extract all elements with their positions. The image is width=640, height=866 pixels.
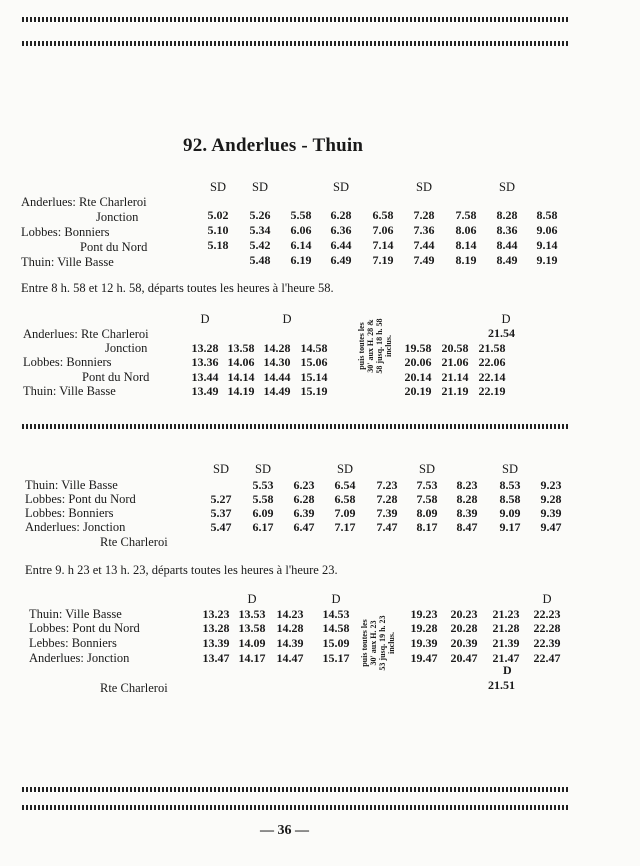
departure-time: 8.58 bbox=[536, 208, 558, 222]
departure-time: 7.09 bbox=[334, 506, 356, 520]
station-name: Pont du Nord bbox=[82, 370, 150, 384]
departure-time: 7.39 bbox=[376, 506, 398, 520]
departure-time: 7.14 bbox=[372, 238, 394, 252]
station-name: Thuin: Ville Basse bbox=[25, 478, 118, 492]
departure-time: 6.19 bbox=[290, 253, 312, 267]
column-header: D bbox=[247, 592, 257, 606]
note-2: Entre 9. h 23 et 13 h. 23, départs toutes les heures à l'heure 23. bbox=[25, 563, 338, 577]
departure-time: 5.53 bbox=[252, 478, 274, 492]
column-header: SD bbox=[252, 180, 268, 194]
departure-time: 21.06 bbox=[441, 355, 469, 369]
departure-time: 5.34 bbox=[249, 223, 271, 237]
departure-time: 7.19 bbox=[372, 253, 394, 267]
departure-time: 21.39 bbox=[492, 636, 520, 650]
departure-time: 8.28 bbox=[456, 492, 478, 506]
departure-time: 6.17 bbox=[252, 520, 274, 534]
departure-time: 13.47 bbox=[202, 651, 230, 665]
column-header: SD bbox=[416, 180, 432, 194]
station-name: Anderlues: Jonction bbox=[25, 520, 126, 534]
timetable-row bbox=[0, 621, 640, 637]
station-name: Anderlues: Jonction bbox=[29, 651, 130, 665]
departure-time: 7.17 bbox=[334, 520, 356, 534]
departure-time: 5.02 bbox=[207, 208, 229, 222]
departure-time: 15.09 bbox=[322, 636, 350, 650]
departure-time: 13.28 bbox=[202, 621, 230, 635]
timetable-row bbox=[0, 253, 640, 269]
departure-time: 13.44 bbox=[191, 370, 219, 384]
departure-time: 7.28 bbox=[413, 208, 435, 222]
departure-time: 15.14 bbox=[300, 370, 328, 384]
column-header: D bbox=[331, 592, 341, 606]
departure-time: 22.14 bbox=[478, 370, 506, 384]
departure-time: 7.58 bbox=[455, 208, 477, 222]
column-header: D bbox=[501, 312, 511, 326]
departure-time: 13.23 bbox=[202, 607, 230, 621]
departure-time: 20.14 bbox=[404, 370, 432, 384]
departure-time: 7.47 bbox=[376, 520, 398, 534]
departure-time: 14.49 bbox=[263, 384, 291, 398]
departure-time: 20.58 bbox=[441, 341, 469, 355]
departure-time: 14.09 bbox=[238, 636, 266, 650]
timetable-row bbox=[0, 651, 640, 667]
departure-time: 14.58 bbox=[322, 621, 350, 635]
departure-time: 20.47 bbox=[450, 651, 478, 665]
station-name: Lobbes: Bonniers bbox=[21, 225, 110, 239]
departure-time: 15.19 bbox=[300, 384, 328, 398]
departure-time: 14.28 bbox=[276, 621, 304, 635]
departure-time: 5.27 bbox=[210, 492, 232, 506]
timetable-row bbox=[0, 355, 640, 371]
departure-time: 6.36 bbox=[330, 223, 352, 237]
departure-time: 9.14 bbox=[536, 238, 558, 252]
departure-time: 6.58 bbox=[334, 492, 356, 506]
departure-time: 14.47 bbox=[276, 651, 304, 665]
departure-time: 8.58 bbox=[499, 492, 521, 506]
departure-time: 6.06 bbox=[290, 223, 312, 237]
station-name: Thuin: Ville Basse bbox=[23, 384, 116, 398]
departure-time: 14.17 bbox=[238, 651, 266, 665]
departure-time: 14.23 bbox=[276, 607, 304, 621]
departure-time: 20.39 bbox=[450, 636, 478, 650]
departure-time: 13.58 bbox=[227, 341, 255, 355]
column-header: SD bbox=[419, 462, 435, 476]
station-name: Anderlues: Rte Charleroi bbox=[23, 327, 149, 341]
departure-time: 13.53 bbox=[238, 607, 266, 621]
station-name: Thuin: Ville Basse bbox=[21, 255, 114, 269]
bottom-rule-1 bbox=[22, 787, 568, 792]
column-header: SD bbox=[210, 180, 226, 194]
middle-rule bbox=[22, 424, 568, 429]
departure-time: 7.44 bbox=[413, 238, 435, 252]
note-1: Entre 8 h. 58 et 12 h. 58, départs toutes les heures à l'heure 58. bbox=[21, 281, 334, 295]
vertical-note: puis toutes les 30' aux H. 28 & 58 jusq. 18 h. 58 inclus. bbox=[357, 318, 393, 374]
departure-time: 8.53 bbox=[499, 478, 521, 492]
column-header: SD bbox=[333, 180, 349, 194]
departure-time: 22.39 bbox=[533, 636, 561, 650]
departure-time: 8.36 bbox=[496, 223, 518, 237]
top-rule-2 bbox=[22, 41, 568, 46]
departure-time: 8.39 bbox=[456, 506, 478, 520]
departure-time: 8.14 bbox=[455, 238, 477, 252]
departure-time: 7.36 bbox=[413, 223, 435, 237]
departure-time: 5.58 bbox=[252, 492, 274, 506]
column-header: D bbox=[542, 592, 552, 606]
departure-time: 5.10 bbox=[207, 223, 229, 237]
extra-time: 21.54 bbox=[488, 326, 515, 340]
departure-time: 6.28 bbox=[293, 492, 315, 506]
departure-time: 9.19 bbox=[536, 253, 558, 267]
departure-time: 6.28 bbox=[330, 208, 352, 222]
station-name: Jonction bbox=[105, 341, 148, 355]
vertical-note: puis toutes les 30' aux H. 23 53 jusq. 19 h. 23 inclus. bbox=[360, 615, 396, 671]
departure-time: 8.06 bbox=[455, 223, 477, 237]
departure-time: 19.39 bbox=[410, 636, 438, 650]
departure-time: 14.19 bbox=[227, 384, 255, 398]
departure-time: 21.14 bbox=[441, 370, 469, 384]
column-header: SD bbox=[255, 462, 271, 476]
departure-time: 14.58 bbox=[300, 341, 328, 355]
departure-time: 8.23 bbox=[456, 478, 478, 492]
departure-time: 5.58 bbox=[290, 208, 312, 222]
departure-time: 20.23 bbox=[450, 607, 478, 621]
departure-time: 14.14 bbox=[227, 370, 255, 384]
departure-time: 5.47 bbox=[210, 520, 232, 534]
departure-time: 7.06 bbox=[372, 223, 394, 237]
departure-time: 9.06 bbox=[536, 223, 558, 237]
departure-time: 14.06 bbox=[227, 355, 255, 369]
departure-time: 5.42 bbox=[249, 238, 271, 252]
departure-time: 14.53 bbox=[322, 607, 350, 621]
departure-time: 8.28 bbox=[496, 208, 518, 222]
departure-time: 19.28 bbox=[410, 621, 438, 635]
departure-time: 6.09 bbox=[252, 506, 274, 520]
departure-time: 7.23 bbox=[376, 478, 398, 492]
departure-time: 22.23 bbox=[533, 607, 561, 621]
column-header: SD bbox=[499, 180, 515, 194]
departure-time: 8.17 bbox=[416, 520, 438, 534]
departure-time: 22.19 bbox=[478, 384, 506, 398]
departure-time: 9.47 bbox=[540, 520, 562, 534]
column-header: SD bbox=[502, 462, 518, 476]
departure-time: 14.30 bbox=[263, 355, 291, 369]
departure-time: 19.58 bbox=[404, 341, 432, 355]
departure-time: 5.18 bbox=[207, 238, 229, 252]
departure-time: 13.36 bbox=[191, 355, 219, 369]
extra-time: 21.51 bbox=[488, 678, 515, 692]
station-name: Lobbes: Pont du Nord bbox=[29, 621, 140, 635]
departure-time: 21.28 bbox=[492, 621, 520, 635]
departure-time: 7.53 bbox=[416, 478, 438, 492]
departure-time: 9.17 bbox=[499, 520, 521, 534]
extra-header: D bbox=[503, 663, 512, 677]
departure-time: 9.39 bbox=[540, 506, 562, 520]
departure-time: 19.23 bbox=[410, 607, 438, 621]
station-name: Lobbes: Bonniers bbox=[25, 506, 114, 520]
departure-time: 8.09 bbox=[416, 506, 438, 520]
departure-time: 8.49 bbox=[496, 253, 518, 267]
departure-time: 6.39 bbox=[293, 506, 315, 520]
departure-time: 20.19 bbox=[404, 384, 432, 398]
departure-time: 21.47 bbox=[492, 651, 520, 665]
departure-time: 13.39 bbox=[202, 636, 230, 650]
station-name: Lobbes: Bonniers bbox=[23, 355, 112, 369]
departure-time: 15.06 bbox=[300, 355, 328, 369]
bottom-rule-2 bbox=[22, 805, 568, 810]
departure-time: 21.23 bbox=[492, 607, 520, 621]
timetable-row bbox=[0, 384, 640, 400]
departure-time: 22.47 bbox=[533, 651, 561, 665]
departure-time: 6.14 bbox=[290, 238, 312, 252]
departure-time: 8.44 bbox=[496, 238, 518, 252]
departure-time: 14.44 bbox=[263, 370, 291, 384]
top-rule-1 bbox=[22, 17, 568, 22]
departure-time: 14.28 bbox=[263, 341, 291, 355]
departure-time: 5.37 bbox=[210, 506, 232, 520]
departure-time: 7.58 bbox=[416, 492, 438, 506]
departure-time: 8.47 bbox=[456, 520, 478, 534]
station-name: Rte Charleroi bbox=[100, 535, 168, 549]
departure-time: 13.58 bbox=[238, 621, 266, 635]
departure-time: 6.47 bbox=[293, 520, 315, 534]
departure-time: 9.23 bbox=[540, 478, 562, 492]
station-name: Jonction bbox=[96, 210, 139, 224]
departure-time: 21.19 bbox=[441, 384, 469, 398]
station-name: Rte Charleroi bbox=[100, 681, 168, 695]
departure-time: 8.19 bbox=[455, 253, 477, 267]
departure-time: 15.17 bbox=[322, 651, 350, 665]
column-header: D bbox=[282, 312, 292, 326]
departure-time: 20.06 bbox=[404, 355, 432, 369]
departure-time: 6.23 bbox=[293, 478, 315, 492]
departure-time: 5.48 bbox=[249, 253, 271, 267]
departure-time: 7.28 bbox=[376, 492, 398, 506]
timetable-row bbox=[0, 520, 640, 536]
page-number: — 36 — bbox=[260, 823, 309, 838]
timetable-row bbox=[0, 223, 640, 239]
departure-time: 20.28 bbox=[450, 621, 478, 635]
departure-time: 9.09 bbox=[499, 506, 521, 520]
timetable-row bbox=[0, 636, 640, 652]
timetable-row bbox=[0, 238, 640, 254]
departure-time: 6.49 bbox=[330, 253, 352, 267]
column-header: D bbox=[200, 312, 210, 326]
page-title: 92. Anderlues - Thuin bbox=[183, 135, 364, 156]
departure-time: 6.44 bbox=[330, 238, 352, 252]
timetable-row bbox=[0, 208, 640, 224]
departure-time: 22.06 bbox=[478, 355, 506, 369]
departure-time: 21.58 bbox=[478, 341, 506, 355]
station-name: Pont du Nord bbox=[80, 240, 148, 254]
departure-time: 5.26 bbox=[249, 208, 271, 222]
departure-time: 7.49 bbox=[413, 253, 435, 267]
departure-time: 22.28 bbox=[533, 621, 561, 635]
station-name: Thuin: Ville Basse bbox=[29, 607, 122, 621]
station-name: Anderlues: Rte Charleroi bbox=[21, 195, 147, 209]
departure-time: 13.49 bbox=[191, 384, 219, 398]
departure-time: 14.39 bbox=[276, 636, 304, 650]
column-header: SD bbox=[337, 462, 353, 476]
departure-time: 13.28 bbox=[191, 341, 219, 355]
departure-time: 9.28 bbox=[540, 492, 562, 506]
departure-time: 6.54 bbox=[334, 478, 356, 492]
departure-time: 6.58 bbox=[372, 208, 394, 222]
station-name: Lebbes: Bonniers bbox=[29, 636, 117, 650]
departure-time: 19.47 bbox=[410, 651, 438, 665]
column-header: SD bbox=[213, 462, 229, 476]
station-name: Lobbes: Pont du Nord bbox=[25, 492, 136, 506]
